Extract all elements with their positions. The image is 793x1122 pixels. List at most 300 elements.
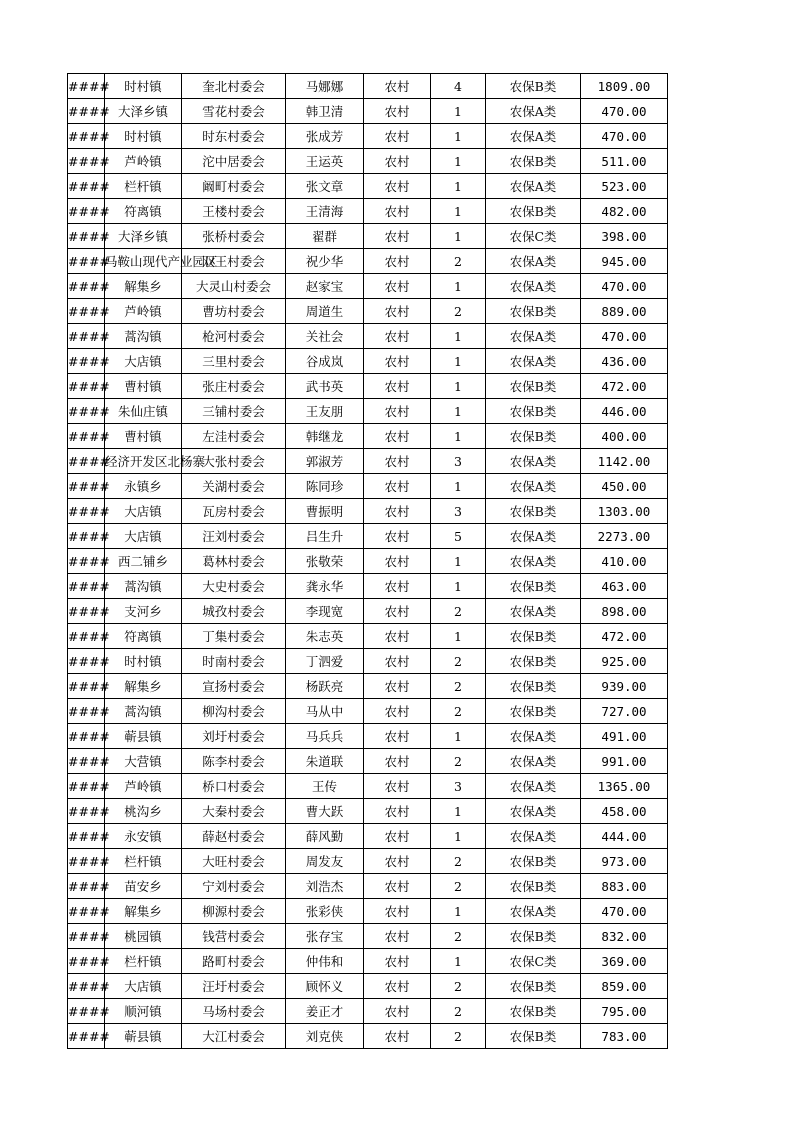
village-cell: 桥口村委会 xyxy=(182,774,286,799)
town-cell: 解集乡 xyxy=(105,899,182,924)
town-cell: 解集乡 xyxy=(105,274,182,299)
insurance-category-cell: 农保B类 xyxy=(486,674,581,699)
id-cell: #### xyxy=(68,324,105,349)
amount-cell: 795.00 xyxy=(581,999,668,1024)
amount-cell: 398.00 xyxy=(581,224,668,249)
person-name-cell: 刘克侠 xyxy=(286,1024,364,1049)
member-count-cell: 5 xyxy=(431,524,486,549)
member-count-cell: 1 xyxy=(431,724,486,749)
table-row xyxy=(68,299,668,324)
village-cell: 薛赵村委会 xyxy=(182,824,286,849)
member-count-cell: 1 xyxy=(431,549,486,574)
household-type-cell: 农村 xyxy=(364,624,431,649)
person-name-cell: 张存宝 xyxy=(286,924,364,949)
village-cell: 瓦房村委会 xyxy=(182,499,286,524)
insurance-category-cell: 农保A类 xyxy=(486,799,581,824)
household-type-cell: 农村 xyxy=(364,174,431,199)
town-cell: 曹村镇 xyxy=(105,424,182,449)
village-cell: 曹坊村委会 xyxy=(182,299,286,324)
household-type-cell: 农村 xyxy=(364,424,431,449)
household-type-cell: 农村 xyxy=(364,824,431,849)
person-name-cell: 王传 xyxy=(286,774,364,799)
village-cell: 钱营村委会 xyxy=(182,924,286,949)
member-count-cell: 2 xyxy=(431,249,486,274)
town-cell: 顺河镇 xyxy=(105,999,182,1024)
amount-cell: 1809.00 xyxy=(581,74,668,99)
amount-cell: 470.00 xyxy=(581,99,668,124)
insurance-category-cell: 农保B类 xyxy=(486,499,581,524)
town-cell: 蕲县镇 xyxy=(105,724,182,749)
amount-cell: 925.00 xyxy=(581,649,668,674)
person-name-cell: 刘浩杰 xyxy=(286,874,364,899)
member-count-cell: 1 xyxy=(431,899,486,924)
table-row xyxy=(68,949,668,974)
member-count-cell: 2 xyxy=(431,974,486,999)
household-type-cell: 农村 xyxy=(364,674,431,699)
village-cell: 陈李村委会 xyxy=(182,749,286,774)
member-count-cell: 1 xyxy=(431,324,486,349)
town-cell: 时村镇 xyxy=(105,649,182,674)
town-cell: 桃沟乡 xyxy=(105,799,182,824)
table-row xyxy=(68,149,668,174)
table-row xyxy=(68,874,668,899)
table-row xyxy=(68,449,668,474)
insurance-category-cell: 农保A类 xyxy=(486,899,581,924)
id-cell: #### xyxy=(68,399,105,424)
town-cell: 支河乡 xyxy=(105,599,182,624)
insurance-category-cell: 农保A类 xyxy=(486,524,581,549)
amount-cell: 400.00 xyxy=(581,424,668,449)
id-cell: #### xyxy=(68,924,105,949)
table-row xyxy=(68,349,668,374)
household-type-cell: 农村 xyxy=(364,499,431,524)
insurance-category-cell: 农保B类 xyxy=(486,374,581,399)
member-count-cell: 1 xyxy=(431,199,486,224)
town-cell: 符离镇 xyxy=(105,199,182,224)
town-cell: 栏杆镇 xyxy=(105,849,182,874)
household-type-cell: 农村 xyxy=(364,524,431,549)
town-cell: 大店镇 xyxy=(105,524,182,549)
table-row xyxy=(68,424,668,449)
household-type-cell: 农村 xyxy=(364,149,431,174)
village-cell: 丁集村委会 xyxy=(182,624,286,649)
person-name-cell: 马娜娜 xyxy=(286,74,364,99)
id-cell: #### xyxy=(68,899,105,924)
amount-cell: 491.00 xyxy=(581,724,668,749)
amount-cell: 458.00 xyxy=(581,799,668,824)
household-type-cell: 农村 xyxy=(364,374,431,399)
insurance-category-cell: 农保A类 xyxy=(486,99,581,124)
member-count-cell: 3 xyxy=(431,449,486,474)
household-type-cell: 农村 xyxy=(364,474,431,499)
insurance-category-cell: 农保B类 xyxy=(486,624,581,649)
town-cell: 大营镇 xyxy=(105,749,182,774)
amount-cell: 1142.00 xyxy=(581,449,668,474)
town-cell: 芦岭镇 xyxy=(105,774,182,799)
amount-cell: 973.00 xyxy=(581,849,668,874)
id-cell: #### xyxy=(68,499,105,524)
village-cell: 汪圩村委会 xyxy=(182,974,286,999)
member-count-cell: 1 xyxy=(431,424,486,449)
id-cell: #### xyxy=(68,749,105,774)
table-row xyxy=(68,99,668,124)
household-type-cell: 农村 xyxy=(364,774,431,799)
id-cell: #### xyxy=(68,849,105,874)
town-cell: 大店镇 xyxy=(105,974,182,999)
member-count-cell: 1 xyxy=(431,474,486,499)
table-row xyxy=(68,499,668,524)
household-type-cell: 农村 xyxy=(364,924,431,949)
town-cell: 桃园镇 xyxy=(105,924,182,949)
id-cell: #### xyxy=(68,1024,105,1049)
household-type-cell: 农村 xyxy=(364,749,431,774)
member-count-cell: 1 xyxy=(431,99,486,124)
table-row xyxy=(68,574,668,599)
id-cell: #### xyxy=(68,599,105,624)
village-cell: 左洼村委会 xyxy=(182,424,286,449)
amount-cell: 472.00 xyxy=(581,624,668,649)
id-cell: #### xyxy=(68,574,105,599)
household-type-cell: 农村 xyxy=(364,724,431,749)
town-cell: 经济开发区北杨寨 xyxy=(105,449,182,474)
village-cell: 刘圩村委会 xyxy=(182,724,286,749)
town-cell: 栏杆镇 xyxy=(105,174,182,199)
id-cell: #### xyxy=(68,99,105,124)
town-cell: 大泽乡镇 xyxy=(105,99,182,124)
village-cell: 葛林村委会 xyxy=(182,549,286,574)
village-cell: 柳源村委会 xyxy=(182,899,286,924)
village-cell: 张庄村委会 xyxy=(182,374,286,399)
household-type-cell: 农村 xyxy=(364,349,431,374)
id-cell: #### xyxy=(68,874,105,899)
member-count-cell: 4 xyxy=(431,74,486,99)
member-count-cell: 1 xyxy=(431,174,486,199)
id-cell: #### xyxy=(68,124,105,149)
table-row xyxy=(68,124,668,149)
insurance-category-cell: 农保B类 xyxy=(486,699,581,724)
household-type-cell: 农村 xyxy=(364,574,431,599)
town-cell: 符离镇 xyxy=(105,624,182,649)
table-row xyxy=(68,74,668,99)
village-cell: 大史村委会 xyxy=(182,574,286,599)
person-name-cell: 龚永华 xyxy=(286,574,364,599)
person-name-cell: 薛风勤 xyxy=(286,824,364,849)
town-cell: 蒿沟镇 xyxy=(105,574,182,599)
table-row xyxy=(68,399,668,424)
member-count-cell: 1 xyxy=(431,399,486,424)
person-name-cell: 张文章 xyxy=(286,174,364,199)
amount-cell: 470.00 xyxy=(581,324,668,349)
person-name-cell: 姜正才 xyxy=(286,999,364,1024)
member-count-cell: 2 xyxy=(431,699,486,724)
person-name-cell: 曹大跃 xyxy=(286,799,364,824)
id-cell: #### xyxy=(68,474,105,499)
village-cell: 大灵山村委会 xyxy=(182,274,286,299)
table-row xyxy=(68,649,668,674)
insurance-category-cell: 农保C类 xyxy=(486,949,581,974)
insurance-category-cell: 农保A类 xyxy=(486,599,581,624)
amount-cell: 1303.00 xyxy=(581,499,668,524)
member-count-cell: 1 xyxy=(431,824,486,849)
town-cell: 解集乡 xyxy=(105,674,182,699)
person-name-cell: 马兵兵 xyxy=(286,724,364,749)
table-row xyxy=(68,474,668,499)
insurance-category-cell: 农保A类 xyxy=(486,174,581,199)
town-cell: 蒿沟镇 xyxy=(105,324,182,349)
member-count-cell: 2 xyxy=(431,749,486,774)
id-cell: #### xyxy=(68,274,105,299)
table-row xyxy=(68,274,668,299)
person-name-cell: 周道生 xyxy=(286,299,364,324)
id-cell: #### xyxy=(68,824,105,849)
table-row xyxy=(68,224,668,249)
table-row xyxy=(68,549,668,574)
town-cell: 大店镇 xyxy=(105,499,182,524)
amount-cell: 898.00 xyxy=(581,599,668,624)
table-row xyxy=(68,199,668,224)
insurance-category-cell: 农保A类 xyxy=(486,774,581,799)
household-type-cell: 农村 xyxy=(364,874,431,899)
amount-cell: 482.00 xyxy=(581,199,668,224)
id-cell: #### xyxy=(68,724,105,749)
village-cell: 汪刘村委会 xyxy=(182,524,286,549)
village-cell: 王楼村委会 xyxy=(182,199,286,224)
village-cell: 三里村委会 xyxy=(182,349,286,374)
person-name-cell: 陈同珍 xyxy=(286,474,364,499)
insurance-category-cell: 农保B类 xyxy=(486,149,581,174)
amount-cell: 470.00 xyxy=(581,124,668,149)
person-name-cell: 朱志英 xyxy=(286,624,364,649)
village-cell: 雪花村委会 xyxy=(182,99,286,124)
town-cell: 大店镇 xyxy=(105,349,182,374)
person-name-cell: 吕生升 xyxy=(286,524,364,549)
village-cell: 大江村委会 xyxy=(182,1024,286,1049)
person-name-cell: 马从中 xyxy=(286,699,364,724)
insurance-category-cell: 农保A类 xyxy=(486,249,581,274)
town-cell: 芦岭镇 xyxy=(105,149,182,174)
amount-cell: 511.00 xyxy=(581,149,668,174)
town-cell: 芦岭镇 xyxy=(105,299,182,324)
person-name-cell: 张成芳 xyxy=(286,124,364,149)
town-cell: 西二铺乡 xyxy=(105,549,182,574)
town-cell: 曹村镇 xyxy=(105,374,182,399)
table-row xyxy=(68,1024,668,1049)
id-cell: #### xyxy=(68,249,105,274)
household-type-cell: 农村 xyxy=(364,199,431,224)
amount-cell: 945.00 xyxy=(581,249,668,274)
table-row xyxy=(68,799,668,824)
id-cell: #### xyxy=(68,624,105,649)
table-row xyxy=(68,324,668,349)
insurance-category-cell: 农保A类 xyxy=(486,124,581,149)
person-name-cell: 郭淑芳 xyxy=(286,449,364,474)
table-row xyxy=(68,899,668,924)
table-row xyxy=(68,774,668,799)
id-cell: #### xyxy=(68,424,105,449)
town-cell: 永安镇 xyxy=(105,824,182,849)
village-cell: 奎北村委会 xyxy=(182,74,286,99)
person-name-cell: 张敬荣 xyxy=(286,549,364,574)
household-type-cell: 农村 xyxy=(364,99,431,124)
amount-cell: 889.00 xyxy=(581,299,668,324)
insurance-category-cell: 农保B类 xyxy=(486,999,581,1024)
person-name-cell: 丁泗爱 xyxy=(286,649,364,674)
town-cell: 时村镇 xyxy=(105,124,182,149)
member-count-cell: 2 xyxy=(431,924,486,949)
town-cell: 时村镇 xyxy=(105,74,182,99)
village-cell: 三铺村委会 xyxy=(182,399,286,424)
insurance-category-cell: 农保B类 xyxy=(486,574,581,599)
member-count-cell: 2 xyxy=(431,649,486,674)
amount-cell: 446.00 xyxy=(581,399,668,424)
id-cell: #### xyxy=(68,524,105,549)
member-count-cell: 3 xyxy=(431,774,486,799)
table-row xyxy=(68,849,668,874)
village-cell: 张桥村委会 xyxy=(182,224,286,249)
insurance-category-cell: 农保A类 xyxy=(486,749,581,774)
town-cell: 蕲县镇 xyxy=(105,1024,182,1049)
household-type-cell: 农村 xyxy=(364,249,431,274)
person-name-cell: 王清海 xyxy=(286,199,364,224)
id-cell: #### xyxy=(68,174,105,199)
household-type-cell: 农村 xyxy=(364,299,431,324)
village-cell: 大旺村委会 xyxy=(182,849,286,874)
id-cell: #### xyxy=(68,699,105,724)
village-cell: 柳沟村委会 xyxy=(182,699,286,724)
village-cell: 时南村委会 xyxy=(182,649,286,674)
insurance-category-cell: 农保B类 xyxy=(486,849,581,874)
amount-cell: 883.00 xyxy=(581,874,668,899)
town-cell: 永镇乡 xyxy=(105,474,182,499)
village-cell: 大秦村委会 xyxy=(182,799,286,824)
village-cell: 城孜村委会 xyxy=(182,599,286,624)
village-cell: 阚町村委会 xyxy=(182,174,286,199)
id-cell: #### xyxy=(68,974,105,999)
household-type-cell: 农村 xyxy=(364,999,431,1024)
village-cell: 路町村委会 xyxy=(182,949,286,974)
person-name-cell: 关社会 xyxy=(286,324,364,349)
member-count-cell: 2 xyxy=(431,299,486,324)
member-count-cell: 2 xyxy=(431,849,486,874)
insurance-category-cell: 农保A类 xyxy=(486,549,581,574)
person-name-cell: 祝少华 xyxy=(286,249,364,274)
household-type-cell: 农村 xyxy=(364,274,431,299)
table-row xyxy=(68,699,668,724)
member-count-cell: 2 xyxy=(431,599,486,624)
table-row xyxy=(68,724,668,749)
amount-cell: 410.00 xyxy=(581,549,668,574)
person-name-cell: 谷成岚 xyxy=(286,349,364,374)
amount-cell: 444.00 xyxy=(581,824,668,849)
town-cell: 栏杆镇 xyxy=(105,949,182,974)
table-row xyxy=(68,674,668,699)
insurance-category-cell: 农保B类 xyxy=(486,924,581,949)
id-cell: #### xyxy=(68,449,105,474)
town-cell: 马鞍山现代产业园区 xyxy=(105,249,182,274)
town-cell: 朱仙庄镇 xyxy=(105,399,182,424)
household-type-cell: 农村 xyxy=(364,224,431,249)
amount-cell: 523.00 xyxy=(581,174,668,199)
person-name-cell: 周发友 xyxy=(286,849,364,874)
id-cell: #### xyxy=(68,374,105,399)
table-row xyxy=(68,924,668,949)
member-count-cell: 2 xyxy=(431,674,486,699)
household-type-cell: 农村 xyxy=(364,849,431,874)
member-count-cell: 1 xyxy=(431,574,486,599)
amount-cell: 859.00 xyxy=(581,974,668,999)
table-body xyxy=(68,74,668,1049)
member-count-cell: 2 xyxy=(431,999,486,1024)
person-name-cell: 武书英 xyxy=(286,374,364,399)
member-count-cell: 3 xyxy=(431,499,486,524)
person-name-cell: 韩继龙 xyxy=(286,424,364,449)
member-count-cell: 2 xyxy=(431,1024,486,1049)
amount-cell: 450.00 xyxy=(581,474,668,499)
member-count-cell: 1 xyxy=(431,224,486,249)
insurance-category-cell: 农保A类 xyxy=(486,824,581,849)
amount-cell: 991.00 xyxy=(581,749,668,774)
amount-cell: 832.00 xyxy=(581,924,668,949)
village-cell: 大张村委会 xyxy=(182,449,286,474)
village-cell: 时东村委会 xyxy=(182,124,286,149)
id-cell: #### xyxy=(68,999,105,1024)
village-cell: 枪河村委会 xyxy=(182,324,286,349)
table-row xyxy=(68,374,668,399)
member-count-cell: 1 xyxy=(431,624,486,649)
village-cell: 关湖村委会 xyxy=(182,474,286,499)
household-type-cell: 农村 xyxy=(364,74,431,99)
id-cell: #### xyxy=(68,224,105,249)
amount-cell: 463.00 xyxy=(581,574,668,599)
amount-cell: 1365.00 xyxy=(581,774,668,799)
insurance-category-cell: 农保B类 xyxy=(486,1024,581,1049)
amount-cell: 472.00 xyxy=(581,374,668,399)
household-type-cell: 农村 xyxy=(364,799,431,824)
id-cell: #### xyxy=(68,549,105,574)
amount-cell: 727.00 xyxy=(581,699,668,724)
household-type-cell: 农村 xyxy=(364,1024,431,1049)
person-name-cell: 李现宽 xyxy=(286,599,364,624)
household-type-cell: 农村 xyxy=(364,649,431,674)
id-cell: #### xyxy=(68,774,105,799)
person-name-cell: 王运英 xyxy=(286,149,364,174)
household-type-cell: 农村 xyxy=(364,899,431,924)
amount-cell: 470.00 xyxy=(581,274,668,299)
town-cell: 蒿沟镇 xyxy=(105,699,182,724)
id-cell: #### xyxy=(68,149,105,174)
insurance-category-cell: 农保A类 xyxy=(486,274,581,299)
table-row xyxy=(68,824,668,849)
insurance-category-cell: 农保A类 xyxy=(486,349,581,374)
person-name-cell: 韩卫清 xyxy=(286,99,364,124)
amount-cell: 2273.00 xyxy=(581,524,668,549)
member-count-cell: 1 xyxy=(431,949,486,974)
table-row xyxy=(68,999,668,1024)
insurance-category-cell: 农保B类 xyxy=(486,399,581,424)
insurance-category-cell: 农保A类 xyxy=(486,324,581,349)
insurance-category-cell: 农保B类 xyxy=(486,649,581,674)
village-cell: 宣扬村委会 xyxy=(182,674,286,699)
id-cell: #### xyxy=(68,949,105,974)
table-row xyxy=(68,624,668,649)
table-row xyxy=(68,599,668,624)
village-cell: 宁刘村委会 xyxy=(182,874,286,899)
id-cell: #### xyxy=(68,74,105,99)
person-name-cell: 仲伟和 xyxy=(286,949,364,974)
member-count-cell: 2 xyxy=(431,874,486,899)
id-cell: #### xyxy=(68,199,105,224)
insurance-category-cell: 农保B类 xyxy=(486,874,581,899)
